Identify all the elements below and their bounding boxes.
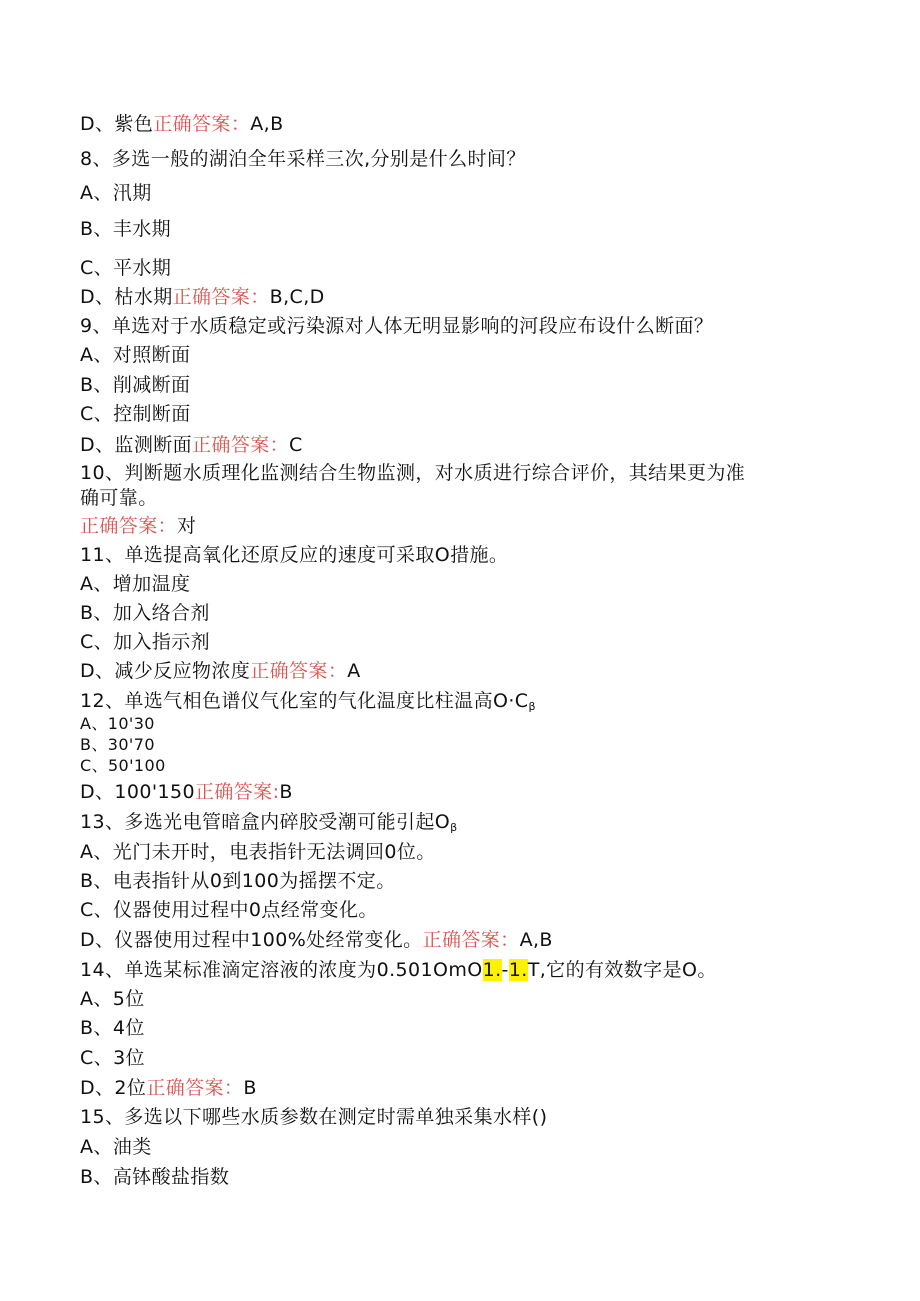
option-line: C、3位 xyxy=(80,1047,145,1069)
answer-value: 对 xyxy=(177,515,197,537)
question-line: 15、多选以下哪些水质参数在测定时需单独采集水样() xyxy=(80,1106,548,1128)
option-line: A、对照断面 xyxy=(80,344,191,366)
answer-value: C xyxy=(289,434,303,456)
question-line: 11、单选提高氧化还原反应的速度可采取O措施。 xyxy=(80,544,509,566)
option-line: D、紫色正确答案：A,B xyxy=(80,113,284,135)
answer-label: 正确答案： xyxy=(172,286,270,308)
answer-label: 正确答案： xyxy=(146,1077,244,1099)
answer-value: A,B xyxy=(250,113,284,135)
option-line: B、电表指针从0到100为摇摆不定。 xyxy=(80,870,396,892)
question-line: 8、多选一般的湖泊全年采样三次,分别是什么时间？ xyxy=(80,148,526,170)
question-line: 确可靠。 xyxy=(80,487,158,509)
option-line: C、50'100 xyxy=(80,756,166,775)
answer-label: 正确答案： xyxy=(80,515,178,537)
option-line: B、加入络合剂 xyxy=(80,602,210,624)
option-line: B、30'70 xyxy=(80,735,155,754)
answer-value: A xyxy=(347,660,361,682)
question-line: 14、单选某标准滴定溶液的浓度为0.501OmO1.-1.T,它的有效数字是O。 xyxy=(80,959,717,981)
option-line: C、平水期 xyxy=(80,257,172,279)
option-line: A、光门未开时，电表指针无法调回0位。 xyxy=(80,841,436,863)
option-line: C、仪器使用过程中0点经常变化。 xyxy=(80,899,378,921)
option-line: D、枯水期正确答案：B,C,D xyxy=(80,286,325,308)
option-line: C、加入指示剂 xyxy=(80,631,211,653)
option-line: D、2位正确答案：B xyxy=(80,1077,257,1099)
option-line: C、控制断面 xyxy=(80,403,191,425)
option-line: D、监测断面正确答案：C xyxy=(80,434,303,456)
option-line: A、汛期 xyxy=(80,182,152,204)
option-line: D、减少反应物浓度正确答案：A xyxy=(80,660,361,682)
answer-label: 正确答案： xyxy=(422,929,520,951)
option-line: D、仪器使用过程中100%处经常变化。正确答案：A,B xyxy=(80,929,553,951)
answer-value: B xyxy=(243,1077,257,1099)
option-line: B、丰水期 xyxy=(80,218,172,240)
answer-label: 正确答案： xyxy=(250,660,348,682)
answer-label: 正确答案： xyxy=(192,434,290,456)
option-line: A、5位 xyxy=(80,988,145,1010)
option-line: B、高钵酸盐指数 xyxy=(80,1166,230,1188)
highlight-mark: 1. xyxy=(482,959,502,981)
answer-value: B xyxy=(279,781,293,803)
option-line: A、增加温度 xyxy=(80,573,191,595)
answer-value: A,B xyxy=(519,929,553,951)
answer-label: 正确答案: xyxy=(194,781,280,803)
option-line: A、油类 xyxy=(80,1136,152,1158)
highlight-mark: 1. xyxy=(508,959,528,981)
option-line: A、10'30 xyxy=(80,714,155,733)
option-line: D、100'150正确答案:B xyxy=(80,781,293,803)
answer-label: 正确答案： xyxy=(153,113,251,135)
option-line: B、4位 xyxy=(80,1017,145,1039)
question-line: 10、判断题水质理化监测结合生物监测，对水质进行综合评价，其结果更为准 xyxy=(80,462,746,484)
option-line: B、削减断面 xyxy=(80,374,191,396)
answer-value: B,C,D xyxy=(269,286,325,308)
answer-line xyxy=(80,514,196,538)
question-line: 9、单选对于水质稳定或污染源对人体无明显影响的河段应布设什么断面？ xyxy=(80,315,714,337)
question-line: 12、单选气相色谱仪气化室的气化温度比柱温高$O\cdot C_\beta$ xyxy=(80,690,536,713)
question-line: 13、多选光电管暗盒内碎胶受潮可能引起$O_\beta$ xyxy=(80,811,458,834)
